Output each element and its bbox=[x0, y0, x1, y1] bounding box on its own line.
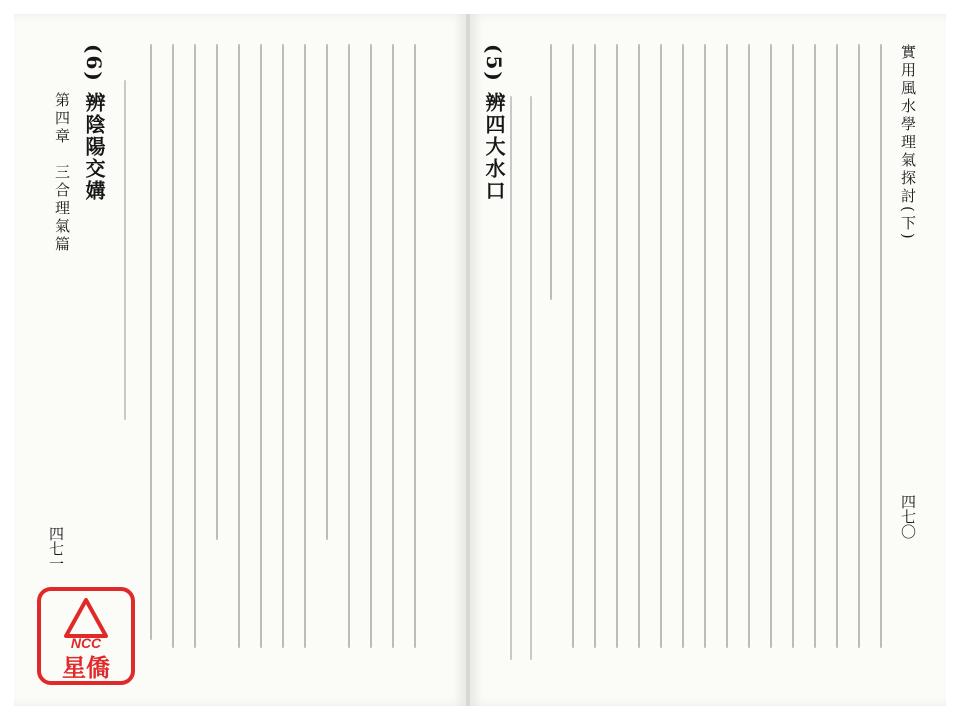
body-text-column bbox=[216, 44, 218, 540]
body-text-column bbox=[238, 44, 240, 648]
body-text-column bbox=[348, 44, 350, 648]
right-page bbox=[470, 14, 946, 706]
page-number-left: 四七一 bbox=[47, 526, 65, 571]
section-title-right: (5) 辨四大水口 bbox=[482, 44, 506, 202]
body-text-column bbox=[194, 44, 196, 648]
section-title-left: (6) 辨陰陽交媾 bbox=[82, 44, 106, 202]
body-text-column bbox=[880, 44, 882, 648]
body-text-column bbox=[836, 44, 838, 648]
ncc-seal-stamp bbox=[36, 586, 136, 686]
body-text-column bbox=[124, 80, 126, 420]
body-text-column bbox=[638, 44, 640, 648]
body-text-column bbox=[682, 44, 684, 648]
body-text-column bbox=[550, 44, 552, 300]
body-text-column bbox=[370, 44, 372, 648]
body-text-column bbox=[814, 44, 816, 648]
chapter-header: 第四章 三合理氣篇 bbox=[53, 92, 71, 254]
body-text-column bbox=[326, 44, 328, 540]
book-header: 實用風水學理氣探討(下) bbox=[899, 44, 917, 242]
body-text-column bbox=[858, 44, 860, 648]
body-text-column bbox=[748, 44, 750, 648]
body-text-column bbox=[304, 44, 306, 648]
body-text-column bbox=[770, 44, 772, 648]
body-text-column bbox=[572, 44, 574, 648]
body-text-column bbox=[172, 44, 174, 648]
stamp-letters: NCC bbox=[70, 635, 102, 651]
body-text-column bbox=[510, 96, 512, 660]
body-text-column bbox=[150, 44, 152, 640]
body-text-column bbox=[616, 44, 618, 648]
body-text-column bbox=[792, 44, 794, 648]
page-number-right: 四七〇 bbox=[899, 494, 917, 539]
stamp-name: 星僑 bbox=[62, 653, 110, 682]
body-text-column bbox=[594, 44, 596, 648]
body-text-column bbox=[530, 96, 532, 660]
body-text-column bbox=[414, 44, 416, 648]
body-text-column bbox=[282, 44, 284, 648]
body-text-column bbox=[260, 44, 262, 648]
body-text-column bbox=[704, 44, 706, 648]
body-text-column bbox=[726, 44, 728, 648]
body-text-column bbox=[660, 44, 662, 648]
body-text-column bbox=[392, 44, 394, 648]
